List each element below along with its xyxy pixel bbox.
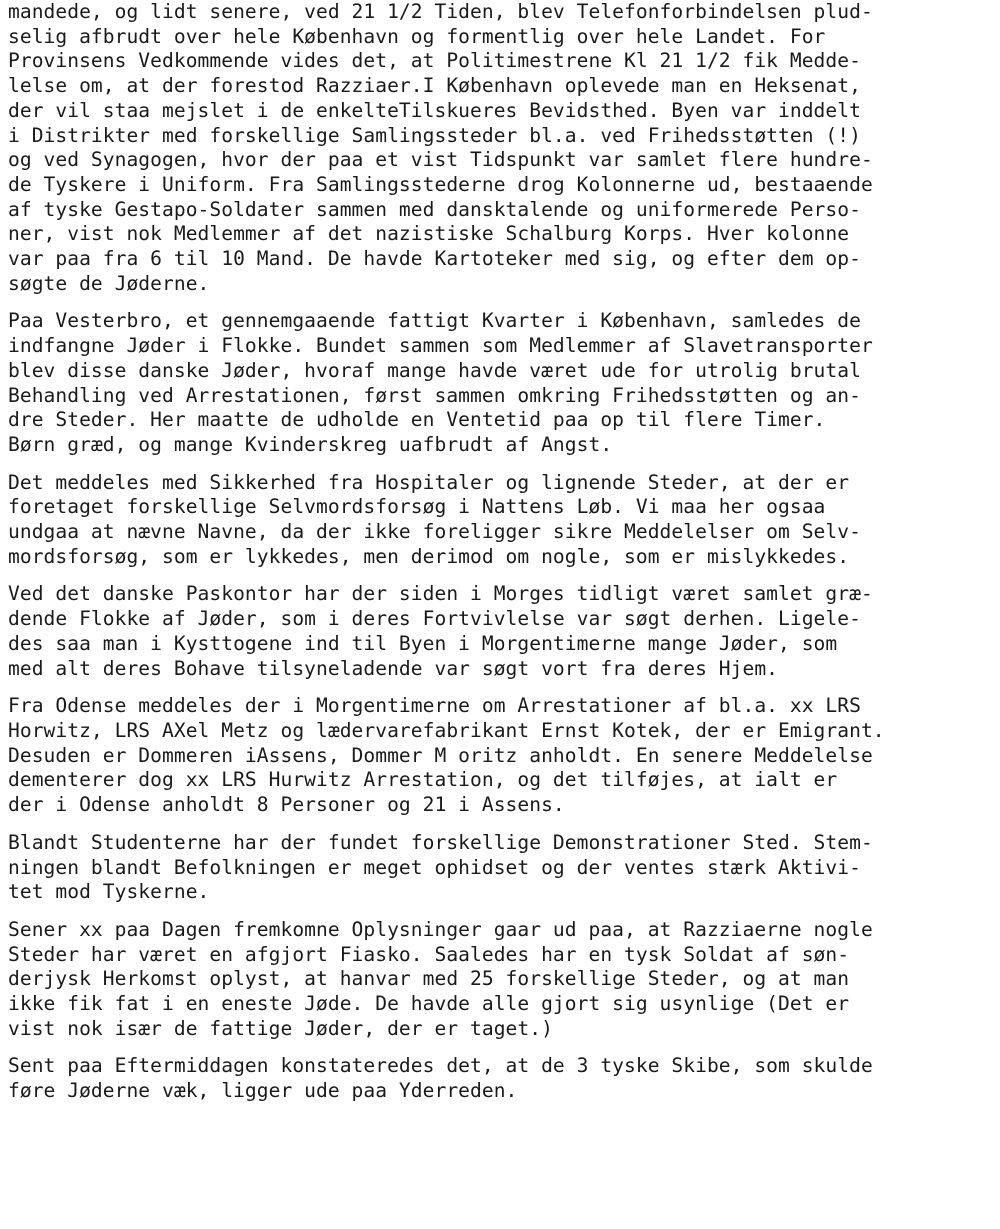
text-line: Behandling ved Arrestationen, først sammen omkring Frihedsstøtten og an- (8, 383, 861, 407)
text-line: derjysk Herkomst oplyst, at hanvar med 25 forskellige Steder, og at man (8, 967, 850, 991)
text-line: Det meddeles med Sikkerhed fra Hospitaler og lignende Steder, at der er (8, 470, 850, 494)
text-line: tet mod Tyskerne. (8, 880, 210, 904)
text-line: Sener xx paa Dagen fremkomne Oplysninger gaar ud paa, at Razziaerne nogle (8, 917, 873, 941)
paragraph (8, 0, 996, 296)
text-line: Fra Odense meddeles der i Morgentimerne om Arrestationer af bl.a. xx LRS (8, 694, 861, 718)
text-line: vist nok især de fattige Jøder, der er taget.) (8, 1016, 553, 1040)
paragraph (8, 471, 996, 570)
text-line: dre Steder. Her maatte de udholde en Ventetid paa op til flere Timer. (8, 408, 826, 432)
text-line: mandede, og lidt senere, ved 21 1/2 Tiden, blev Telefonforbindelsen plud- (8, 0, 873, 23)
text-line: Horwitz, LRS AXel Metz og lædervarefabrikant Ernst Kotek, der er Emigrant. (8, 718, 885, 742)
text-line: mordsforsøg, som er lykkedes, men derimod om nogle, som er mislykkedes. (8, 544, 850, 568)
text-line: dende Flokke af Jøder, som i deres Fortvivlelse var søgt derhen. Ligele- (8, 607, 861, 631)
text-line: Børn græd, og mange Kvinderskreg uafbrudt af Angst. (8, 432, 613, 456)
text-line: føre Jøderne væk, ligger ude paa Yderreden. (8, 1079, 518, 1103)
text-line: med alt deres Bohave tilsyneladende var søgt vort fra deres Hjem. (8, 656, 779, 680)
text-line: var paa fra 6 til 10 Mand. De havde Kartoteker med sig, og efter dem op- (8, 247, 861, 271)
text-line: blev disse danske Jøder, hvoraf mange havde været ude for utrolig brutal (8, 358, 861, 382)
text-line: ikke fik fat i en eneste Jøde. De havde alle gjort sig usynlige (Det er (8, 992, 850, 1016)
text-line: selig afbrudt over hele København og formentlig over hele Landet. For (8, 24, 826, 48)
paragraph (8, 582, 996, 681)
text-line: der vil staa mejslet i de enkelteTilskueres Bevidsthed. Byen var inddelt (8, 98, 861, 122)
text-line: indfangne Jøder i Flokke. Bundet sammen som Medlemmer af Slavetransporter (8, 334, 873, 358)
paragraph (8, 309, 996, 457)
text-line: i Distrikter med forskellige Samlingssteder bl.a. ved Frihedsstøtten (!) (8, 123, 861, 147)
text-line: ningen blandt Befolkningen er meget ophidset og der ventes stærk Aktivi- (8, 855, 861, 879)
paragraph (8, 1054, 996, 1103)
text-line: undgaa at nævne Navne, da der ikke foreligger sikre Meddelelser om Selv- (8, 520, 861, 544)
text-line: de Tyskere i Uniform. Fra Samlingsstederne drog Kolonnerne ud, bestaaende (8, 172, 873, 196)
text-line: og ved Synagogen, hvor der paa et vist Tidspunkt var samlet flere hundre- (8, 148, 873, 172)
text-line: søgte de Jøderne. (8, 271, 210, 295)
text-line: Provinsens Vedkommende vides det, at Politimestrene Kl 21 1/2 fik Medde- (8, 49, 861, 73)
document-page (8, 0, 996, 1117)
text-line: Sent paa Eftermiddagen konstateredes det, at de 3 tyske Skibe, som skulde (8, 1054, 873, 1078)
text-line: Blandt Studenterne har der fundet forskellige Demonstrationer Sted. Stem- (8, 830, 873, 854)
text-line: Ved det danske Paskontor har der siden i Morges tidligt været samlet græ- (8, 582, 873, 606)
text-line: der i Odense anholdt 8 Personer og 21 i Assens. (8, 793, 565, 817)
paragraph (8, 918, 996, 1042)
paragraph (8, 831, 996, 905)
text-line: foretaget forskellige Selvmordsforsøg i Nattens Løb. Vi maa her ogsaa (8, 495, 826, 519)
text-line: Desuden er Dommeren iAssens, Dommer M oritz anholdt. En senere Meddelelse (8, 743, 873, 767)
text-line: Steder har været en afgjort Fiasko. Saaledes har en tysk Soldat af søn- (8, 942, 850, 966)
text-line: dementerer dog xx LRS Hurwitz Arrestation, og det tilføjes, at ialt er (8, 768, 838, 792)
text-line: af tyske Gestapo-Soldater sammen med dansktalende og uniformerede Perso- (8, 197, 861, 221)
text-line: lelse om, at der forestod Razziaer.I København oplevede man en Heksenat, (8, 74, 861, 98)
paragraph (8, 694, 996, 818)
text-line: des saa man i Kysttogene ind til Byen i Morgentimerne mange Jøder, som (8, 631, 838, 655)
text-line: ner, vist nok Medlemmer af det nazistiske Schalburg Korps. Hver kolonne (8, 222, 850, 246)
text-line: Paa Vesterbro, et gennemgaaende fattigt Kvarter i København, samledes de (8, 309, 861, 333)
